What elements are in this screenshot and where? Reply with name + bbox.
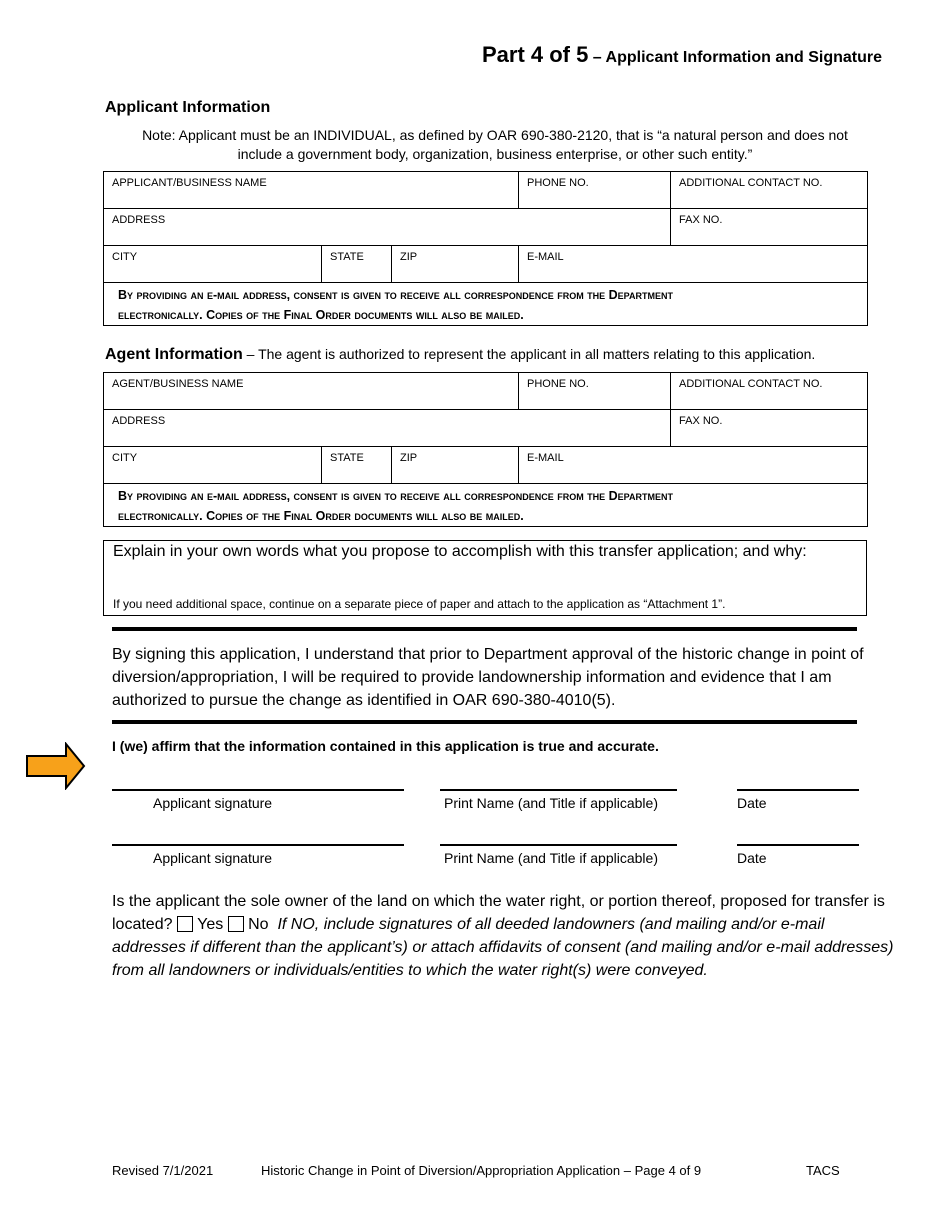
- yes-checkbox[interactable]: [177, 916, 193, 932]
- applicant-fax-label: FAX NO.: [679, 214, 723, 226]
- agent-consent-line2: electronically. Copies of the Final Order documents will also be mailed.: [118, 509, 524, 523]
- arrow-icon: [26, 742, 86, 790]
- applicant-note-line2: include a government body, organization, business enterprise, or other such entity.”: [237, 146, 753, 162]
- applicant-zip-field[interactable]: [392, 246, 519, 283]
- no-checkbox[interactable]: [228, 916, 244, 932]
- signing-statement: By signing this application, I understand that prior to Department approval of the historic change in point of diversion/appropriation, I will be required to provide landownership information and evidence that I am authorized to pursue the change as identified in OAR 690-380-4010(5).: [112, 646, 864, 709]
- agent-fax-field[interactable]: [671, 410, 868, 447]
- agent-heading: Agent Information: [105, 346, 243, 363]
- applicant-additional-contact-field[interactable]: [671, 172, 868, 209]
- agent-name-field[interactable]: [104, 373, 519, 410]
- date-label-1: Date: [737, 795, 767, 811]
- agent-additional-contact-field[interactable]: [671, 373, 868, 410]
- applicant-form-table: [103, 171, 868, 326]
- agent-form-table: [103, 372, 868, 527]
- part-label: Part 4 of 5: [481, 42, 589, 67]
- agent-consent-notice: [104, 484, 868, 527]
- ownership-paragraph: [112, 890, 902, 982]
- agent-address-field[interactable]: [104, 410, 671, 447]
- agent-city-label: CITY: [112, 452, 138, 464]
- applicant-consent-notice: [104, 283, 868, 326]
- applicant-phone-label: PHONE NO.: [527, 177, 589, 189]
- print-name-label-2: Print Name (and Title if applicable): [444, 850, 658, 866]
- explain-textbox[interactable]: [103, 540, 867, 616]
- print-name-label-1: Print Name (and Title if applicable): [444, 795, 658, 811]
- no-label: No: [248, 916, 269, 933]
- applicant-fax-field[interactable]: [671, 209, 868, 246]
- applicant-note-line1: Note: Applicant must be an INDIVIDUAL, as defined by OAR 690-380-2120, that is “a natural person and does not: [142, 127, 848, 143]
- agent-state-field[interactable]: [322, 447, 392, 484]
- agent-zip-label: ZIP: [400, 452, 418, 464]
- applicant-heading: Applicant Information: [105, 99, 271, 116]
- agent-consent-line1: By providing an e-mail address, consent is given to receive all correspondence from the Department: [118, 489, 674, 503]
- part-subtitle: – Applicant Information and Signature: [592, 49, 882, 66]
- applicant-state-field[interactable]: [322, 246, 392, 283]
- applicant-name-label: APPLICANT/BUSINESS NAME: [112, 177, 267, 189]
- applicant-note: [100, 126, 890, 164]
- agent-city-field[interactable]: [104, 447, 322, 484]
- divider-bottom: [112, 720, 857, 724]
- date-line-2[interactable]: [737, 844, 859, 846]
- agent-address-label: ADDRESS: [112, 415, 166, 427]
- applicant-signature-line-1[interactable]: [112, 789, 404, 791]
- ownership-question: Is the applicant the sole owner of the land on which the water right, or portion thereof, proposed for transfer is located?: [112, 893, 885, 933]
- applicant-name-field[interactable]: [104, 172, 519, 209]
- applicant-additional-contact-label: ADDITIONAL CONTACT NO.: [679, 177, 823, 189]
- print-name-line-1[interactable]: [440, 789, 677, 791]
- footer-code: TACS: [806, 1163, 840, 1178]
- applicant-signature-line-2[interactable]: [112, 844, 404, 846]
- divider-top: [112, 627, 857, 631]
- agent-phone-label: PHONE NO.: [527, 378, 589, 390]
- applicant-email-field[interactable]: [519, 246, 868, 283]
- part-title: [482, 42, 882, 68]
- applicant-signature-label-2: Applicant signature: [153, 850, 273, 866]
- agent-email-label: E-MAIL: [527, 452, 564, 464]
- applicant-signature-label-1: Applicant signature: [153, 795, 273, 811]
- footer-doc-title: Historic Change in Point of Diversion/Appropriation Application – Page 4 of 9: [261, 1163, 702, 1178]
- explain-question: Explain in your own words what you propose to accomplish with this transfer application; and why:: [113, 543, 807, 560]
- agent-email-field[interactable]: [519, 447, 868, 484]
- agent-additional-contact-label: ADDITIONAL CONTACT NO.: [679, 378, 823, 390]
- date-line-1[interactable]: [737, 789, 859, 791]
- applicant-city-field[interactable]: [104, 246, 322, 283]
- ownership-instruction: If NO, include signatures of all deeded landowners (and mailing and/or e-mail addresses if different than the applicant’s) or attach affidavits of consent (and mailing and/or e-mail addresses) from all landowners or individuals/entities to which the water right(s) were conveyed.: [112, 916, 894, 979]
- applicant-city-label: CITY: [112, 251, 138, 263]
- applicant-zip-label: ZIP: [400, 251, 418, 263]
- date-label-2: Date: [737, 850, 767, 866]
- footer-revised: Revised 7/1/2021: [112, 1163, 214, 1178]
- applicant-phone-field[interactable]: [519, 172, 671, 209]
- explain-note: If you need additional space, continue on a separate piece of paper and attach to the application as “Attachment 1”.: [113, 597, 726, 611]
- applicant-address-label: ADDRESS: [112, 214, 166, 226]
- agent-phone-field[interactable]: [519, 373, 671, 410]
- agent-state-label: STATE: [330, 452, 364, 464]
- print-name-line-2[interactable]: [440, 844, 677, 846]
- applicant-consent-line1: By providing an e-mail address, consent is given to receive all correspondence from the Department: [118, 288, 674, 302]
- agent-fax-label: FAX NO.: [679, 415, 723, 427]
- yes-label: Yes: [197, 916, 224, 933]
- agent-heading-line: [105, 346, 815, 364]
- applicant-state-label: STATE: [330, 251, 364, 263]
- applicant-consent-line2: electronically. Copies of the Final Order documents will also be mailed.: [118, 308, 524, 322]
- applicant-email-label: E-MAIL: [527, 251, 564, 263]
- applicant-address-field[interactable]: [104, 209, 671, 246]
- agent-zip-field[interactable]: [392, 447, 519, 484]
- agent-name-label: AGENT/BUSINESS NAME: [112, 378, 244, 390]
- affirm-statement: I (we) affirm that the information contained in this application is true and accurate.: [112, 738, 659, 754]
- agent-heading-suffix: – The agent is authorized to represent the applicant in all matters relating to this application.: [242, 346, 816, 362]
